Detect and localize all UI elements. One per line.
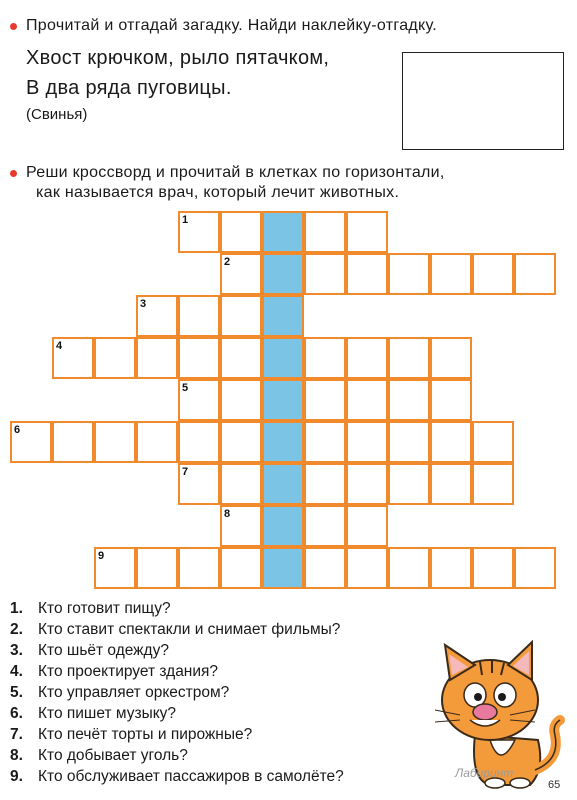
crossword-row-number: 1 — [182, 214, 189, 226]
crossword-row-number: 2 — [224, 256, 231, 268]
crossword-cell[interactable] — [94, 421, 136, 463]
crossword-cell[interactable] — [388, 547, 430, 589]
question-text: Кто готовит пищу? — [38, 600, 171, 617]
crossword-cell[interactable] — [220, 295, 262, 337]
crossword-cell[interactable] — [430, 547, 472, 589]
question-5 — [10, 683, 229, 703]
question-2 — [10, 620, 340, 640]
crossword-cell[interactable] — [178, 337, 220, 379]
crossword-cell[interactable] — [430, 421, 472, 463]
question-number: 2. — [10, 621, 23, 638]
crossword-cell[interactable] — [304, 253, 346, 295]
question-number: 6. — [10, 705, 23, 722]
question-number: 4. — [10, 663, 23, 680]
crossword-key-cell[interactable] — [262, 295, 304, 337]
crossword-cell[interactable] — [346, 211, 388, 253]
crossword-row-number: 5 — [182, 382, 189, 394]
crossword-key-cell[interactable] — [262, 379, 304, 421]
question-7 — [10, 725, 252, 745]
crossword-cell[interactable] — [220, 421, 262, 463]
task2-instruction-line-1: Реши кроссворд и прочитай в клетках по горизонтали, — [26, 164, 445, 181]
crossword-cell[interactable] — [304, 421, 346, 463]
crossword-row-number: 8 — [224, 508, 231, 520]
crossword-cell[interactable] — [388, 379, 430, 421]
crossword-cell[interactable] — [346, 379, 388, 421]
crossword-cell[interactable] — [388, 253, 430, 295]
watermark: Лабиринт — [455, 766, 514, 780]
crossword-cell[interactable] — [472, 253, 514, 295]
crossword-cell[interactable] — [220, 379, 262, 421]
crossword-cell[interactable] — [304, 463, 346, 505]
crossword-cell[interactable] — [304, 547, 346, 589]
question-number: 1. — [10, 600, 23, 617]
question-4 — [10, 662, 218, 682]
crossword-cell[interactable] — [304, 505, 346, 547]
crossword-key-cell[interactable] — [262, 421, 304, 463]
question-9 — [10, 767, 344, 787]
crossword-cell[interactable] — [136, 547, 178, 589]
crossword-cell[interactable] — [388, 337, 430, 379]
riddle-answer: (Свинья) — [26, 106, 88, 123]
crossword-row-number: 9 — [98, 550, 105, 562]
crossword-cell[interactable] — [430, 253, 472, 295]
question-text: Кто добывает уголь? — [38, 747, 188, 764]
question-text: Кто печёт торты и пирожные? — [38, 726, 253, 743]
crossword-cell[interactable] — [220, 547, 262, 589]
question-1 — [10, 599, 171, 619]
crossword-cell[interactable] — [388, 463, 430, 505]
crossword-cell[interactable] — [136, 337, 178, 379]
question-number: 3. — [10, 642, 23, 659]
crossword-cell[interactable] — [430, 463, 472, 505]
crossword-cell[interactable] — [472, 547, 514, 589]
question-number: 7. — [10, 726, 23, 743]
crossword-cell[interactable] — [514, 547, 556, 589]
crossword-row-number: 7 — [182, 466, 189, 478]
question-text: Кто пишет музыку? — [38, 705, 177, 722]
crossword-cell[interactable] — [304, 211, 346, 253]
crossword-key-cell[interactable] — [262, 505, 304, 547]
crossword-row-number: 3 — [140, 298, 147, 310]
question-6 — [10, 704, 176, 724]
question-text: Кто шьёт одежду? — [38, 642, 169, 659]
task2-instruction-line-2: как называется врач, который лечит животных. — [36, 184, 400, 201]
crossword-row-number: 4 — [56, 340, 63, 352]
question-text: Кто управляет оркестром? — [38, 684, 230, 701]
crossword-cell[interactable] — [304, 337, 346, 379]
question-3 — [10, 641, 169, 661]
crossword-cell[interactable] — [388, 421, 430, 463]
question-text: Кто проектирует здания? — [38, 663, 219, 680]
riddle-line-1: Хвост крючком, рыло пятачком, — [26, 47, 330, 69]
crossword-cell[interactable] — [472, 421, 514, 463]
riddle-line-2: В два ряда пуговицы. — [26, 77, 232, 99]
question-number: 8. — [10, 747, 23, 764]
crossword-cell[interactable] — [346, 421, 388, 463]
crossword-cell[interactable] — [304, 379, 346, 421]
crossword-key-cell[interactable] — [262, 463, 304, 505]
page-number: 65 — [548, 779, 561, 791]
crossword-cell[interactable] — [178, 547, 220, 589]
question-number: 5. — [10, 684, 23, 701]
question-8 — [10, 746, 188, 766]
crossword-cell[interactable] — [346, 547, 388, 589]
crossword-cell[interactable] — [220, 211, 262, 253]
question-text: Кто обслуживает пассажиров в самолёте? — [38, 768, 344, 785]
crossword-cell[interactable] — [430, 379, 472, 421]
question-number: 9. — [10, 768, 23, 785]
task1-instruction: Прочитай и отгадай загадку. Найди наклейку-отгадку. — [26, 17, 437, 34]
crossword-cell[interactable] — [52, 421, 94, 463]
crossword-cell[interactable] — [346, 253, 388, 295]
crossword-key-cell[interactable] — [262, 547, 304, 589]
crossword-key-cell[interactable] — [262, 253, 304, 295]
crossword-cell[interactable] — [430, 337, 472, 379]
crossword-cell[interactable] — [178, 421, 220, 463]
crossword-cell[interactable] — [346, 463, 388, 505]
crossword-cell[interactable] — [220, 463, 262, 505]
crossword-cell[interactable] — [220, 337, 262, 379]
crossword-cell[interactable] — [472, 463, 514, 505]
crossword-cell[interactable] — [346, 337, 388, 379]
crossword-cell[interactable] — [178, 295, 220, 337]
crossword-cell[interactable] — [136, 421, 178, 463]
crossword-cell[interactable] — [514, 253, 556, 295]
crossword-key-cell[interactable] — [262, 337, 304, 379]
crossword-cell[interactable] — [346, 505, 388, 547]
crossword-row-number: 6 — [14, 424, 21, 436]
crossword-key-cell[interactable] — [262, 211, 304, 253]
question-text: Кто ставит спектакли и снимает фильмы? — [38, 621, 341, 638]
crossword-cell[interactable] — [94, 337, 136, 379]
